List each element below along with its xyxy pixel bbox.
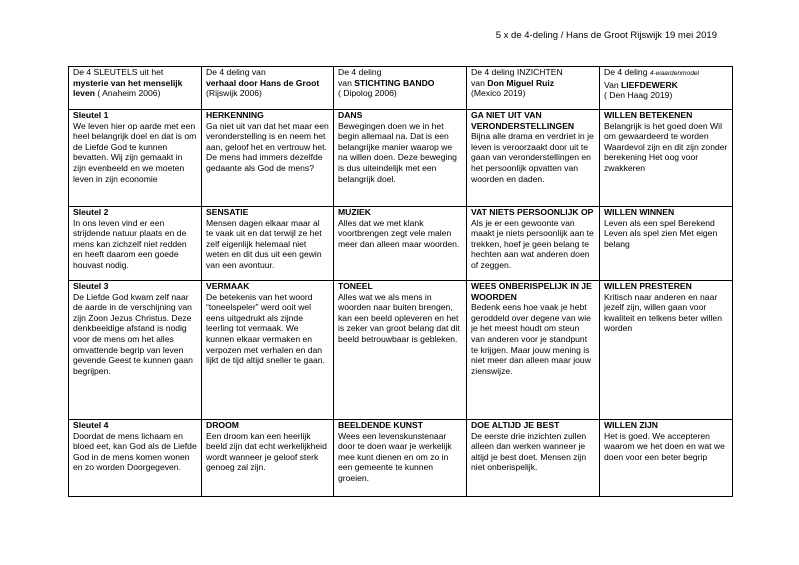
- cell-title: HERKENNING: [206, 110, 264, 120]
- table-cell: [600, 281, 733, 420]
- cell-text: De betekenis van het woord “toneelspeler” werd ooit wel eens uitgedrukt als zijnde leerling tot vermaak. We kunnen elkaar vermaken en verpozen met verhalen en dan lijkt de tijd altijd sneller te gaan.: [206, 291, 325, 366]
- column-header-model-note: 4-waardenmodel: [649, 70, 699, 77]
- table-cell: [334, 281, 467, 420]
- cell-title: DANS: [338, 110, 363, 120]
- table-cell: [69, 207, 202, 281]
- table-cell: [334, 207, 467, 281]
- column-header-line: De 4 deling: [338, 67, 382, 77]
- table-cell: [600, 110, 733, 207]
- cell-title: BEELDENDE KUNST: [338, 420, 423, 430]
- table-row: [69, 110, 733, 207]
- cell-title: Sleutel 2: [73, 207, 109, 217]
- column-header-line: De 4 deling: [604, 67, 650, 77]
- column-header-sleutels: [69, 67, 202, 110]
- column-header-bold: LIEFDEWERK: [621, 79, 678, 90]
- cell-title: SENSATIE: [206, 207, 249, 217]
- table-cell: [69, 420, 202, 497]
- cell-title: VAT NIETS PERSOONLIJK OP: [471, 207, 594, 217]
- cell-title: DROOM: [206, 420, 239, 430]
- table-cell: [600, 420, 733, 497]
- cell-title: GA NIET UIT VAN VERONDERSTELLINGEN: [471, 110, 575, 131]
- column-header-prefix: van: [338, 77, 355, 88]
- column-header-bold: mysterie van het menselijk leven: [73, 77, 183, 99]
- cell-text: Bijna alle drama en verdriet in je leven is veroorzaakt door uit te gaan van veronderstellingen en het persoonlijk opvatten van woorden en daden.: [471, 131, 594, 184]
- column-header-inzichten: [467, 67, 600, 110]
- cell-title: MUZIEK: [338, 207, 371, 217]
- cell-title: DOE ALTIJD JE BEST: [471, 420, 560, 430]
- table-cell: [467, 110, 600, 207]
- column-header-bando: [334, 67, 467, 110]
- cell-text: Wees een levenskunstenaar door te doen waar je werkelijk mee kunt dienen en om zo in een gemeente te kunnen groeien.: [338, 430, 452, 483]
- cell-title: WILLEN WINNEN: [604, 207, 675, 217]
- cell-text: Bedenk eens hoe vaak je hebt geroddeld over degene van wie je het meest houdt om steun van anderen voor je standpunt te krijgen. Maar jouw mening is niet meer dan alleen maar jouw zienswijze.: [471, 302, 591, 376]
- column-header-bold: verhaal door Hans de Groot: [206, 77, 320, 88]
- table-row: [69, 207, 733, 281]
- column-header-source: ( Dipolog 2006): [338, 88, 397, 99]
- cell-title: Sleutel 4: [73, 420, 109, 430]
- cell-text: Doordat de mens lichaam en bloed eet, kan God als de Liefde God in de mens komen wonen en zo worden Doorgegeven.: [73, 430, 197, 473]
- column-header-bold: Don Miguel Ruiz: [487, 77, 555, 88]
- column-header-line: De 4 SLEUTELS uit het: [73, 67, 164, 77]
- cell-title: WILLEN ZIJN: [604, 420, 658, 430]
- cell-text: In ons leven vind er een strijdende natuur plaats en de mens kan zichzelf niet redden en heeft daarom een goede houvast nodig.: [73, 217, 187, 270]
- cell-title: WEES ONBERISPELIJK IN JE WOORDEN: [471, 281, 592, 302]
- table-cell: [467, 207, 600, 281]
- cell-text: Alles wat we als mens in woorden naar buiten brengen, kan een beeld opleveren en het is zeker van groot belang dat dit beeld betrouwbaar is gebleken.: [338, 291, 460, 344]
- page-header: 5 x de 4-deling / Hans de Groot Rijswijk 19 mei 2019: [495, 30, 717, 41]
- table-cell: [202, 207, 334, 281]
- cell-title: Sleutel 1: [73, 110, 109, 120]
- cell-title: WILLEN BETEKENEN: [604, 110, 693, 120]
- column-header-line: De 4 deling INZICHTEN: [471, 67, 563, 77]
- cell-text: Het is goed. We accepteren waarom we het doen en wat we doen voor een beter begrip: [604, 430, 725, 462]
- table-cell: [334, 110, 467, 207]
- column-header-prefix: Van: [604, 79, 622, 90]
- column-header-source: (Rijswijk 2006): [206, 88, 262, 99]
- cell-text: De eerste drie inzichten zullen alleen dan werken wanneer je altijd je best doet. Mensen zijn niet onberispelijk.: [471, 430, 587, 473]
- table-cell: [69, 281, 202, 420]
- cell-title: TONEEL: [338, 281, 373, 291]
- column-header-source: (Mexico 2019): [471, 88, 526, 99]
- column-header-liefdewerk: [600, 67, 733, 110]
- table-cell: [467, 281, 600, 420]
- table-header-row: [69, 67, 733, 110]
- cell-text: We leven hier op aarde met een heel belangrijk doel en dat is om de Liefde God te kunnen bevatten. Wij zijn gemaakt in zijn evenbeeld en we moeten leven in zijn economie: [73, 120, 197, 184]
- cell-text: Mensen dagen elkaar maar al te vaak uit en dat terwijl ze het zelf eigenlijk helemaal niet weten en dit dus uit een gewin van een avontuur.: [206, 217, 322, 270]
- cell-text: Alles dat we met klank voortbrengen zegt vele malen meer dan alleen maar woorden.: [338, 217, 460, 249]
- cell-text: Ga niet uit van dat het maar een veronderstelling is en neem het aan, geloof het en vertrouw het. De mens had immers dezelfde gedaante als God de mens?: [206, 120, 329, 173]
- cell-text: Kritisch naar anderen en naar jezelf zijn, willen gaan voor kwaliteit en telkens beter willen worden: [604, 291, 722, 334]
- cell-title: WILLEN PRESTEREN: [604, 281, 692, 291]
- table-cell: [334, 420, 467, 497]
- cell-text: Als je er een gewoonte van maakt je niets persoonlijk aan te trekken, hoef je geen belang te hechten aan wat anderen doen of zeggen.: [471, 217, 594, 270]
- cell-title: Sleutel 3: [73, 281, 109, 291]
- column-header-prefix: van: [471, 77, 488, 88]
- table-cell: [467, 420, 600, 497]
- four-division-table: [68, 66, 733, 497]
- cell-title: VERMAAK: [206, 281, 250, 291]
- table-row: [69, 281, 733, 420]
- table-cell: [202, 110, 334, 207]
- table-cell: [202, 420, 334, 497]
- column-header-line: De 4 deling van: [206, 67, 266, 77]
- cell-text: Leven als een spel Berekend Leven als spel zien Met eigen belang: [604, 217, 718, 249]
- column-header-verhaal: [202, 67, 334, 110]
- table-cell: [202, 281, 334, 420]
- column-header-source: ( Anaheim 2006): [94, 88, 161, 99]
- cell-text: Bewegingen doen we in het begin allemaal na. Dat is een belangrijke manier waarop we na willen doen. Deze beweging is dus uiteindelijk met een belangrijk doel.: [338, 120, 457, 184]
- table-cell: [600, 207, 733, 281]
- cell-text: De Liefde God kwam zelf naar de aarde in de verschijning van zijn Zoon Jezus Christus. Deze denkbeeldige afstand is nodig voor de mens om het alles omvattende begrip van leven gevende Geest te kunnen gaan begrijpen.: [73, 291, 193, 376]
- table-row: [69, 420, 733, 497]
- column-header-bold: STICHTING BANDO: [354, 77, 435, 88]
- cell-text: Belangrijk is het goed doen Wil om gewaardeerd te worden Waardevol zijn en dit zijn zonder berekening Het oog voor zwakkeren: [604, 120, 728, 173]
- cell-text: Een droom kan een heerlijk beeld zijn dat echt werkelijkheid wordt wanneer je geloof sterk genoeg zal zijn.: [206, 430, 327, 473]
- table-cell: [69, 110, 202, 207]
- column-header-source: ( Den Haag 2019): [604, 90, 673, 101]
